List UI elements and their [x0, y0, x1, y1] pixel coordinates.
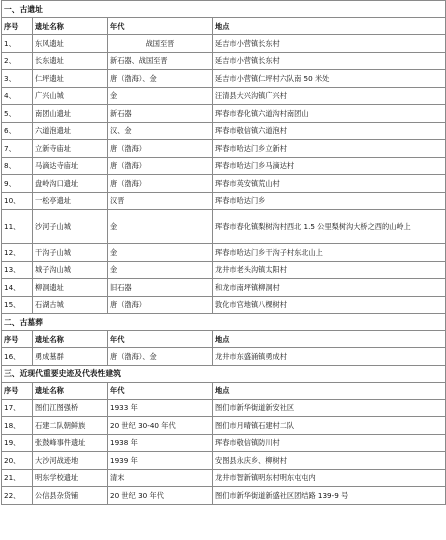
location-header: 地点	[213, 18, 446, 35]
section-heading-row	[2, 1, 446, 18]
era-header: 年代	[108, 382, 213, 399]
site-name-cell: 石湖古城	[33, 296, 108, 314]
era-cell: 金	[108, 210, 213, 244]
seq-cell: 5、	[2, 105, 33, 123]
site-name-cell: 盘岭沟口遗址	[33, 175, 108, 193]
location-cell: 图们市新华街道新安社区	[213, 399, 446, 417]
site-name-cell: 干沟子山城	[33, 244, 108, 262]
era-cell: 唐（渤海）	[108, 296, 213, 314]
location-cell: 汪清县大兴沟镇广兴村	[213, 87, 446, 105]
site-name-cell: 南团山遗址	[33, 105, 108, 123]
era-cell: 金	[108, 87, 213, 105]
site-name-cell: 长东遗址	[33, 52, 108, 70]
era-cell: 金	[108, 261, 213, 279]
location-header: 地点	[213, 382, 446, 399]
location-cell: 延吉市小营镇仁坪村六队南 50 米处	[213, 70, 446, 88]
site-name-cell: 大沙河战迹地	[33, 452, 108, 470]
location-cell: 珲春市哈达门乡立新村	[213, 140, 446, 158]
location-cell: 珲春市敬信镇防川村	[213, 434, 446, 452]
seq-cell: 6、	[2, 122, 33, 140]
site-name-cell: 图们江图强桥	[33, 399, 108, 417]
seq-cell: 14、	[2, 279, 33, 297]
table-row	[2, 140, 446, 158]
site-name-cell: 一松亭遗址	[33, 192, 108, 210]
site-name-cell: 石建二队朝鲜族	[33, 417, 108, 435]
seq-cell: 13、	[2, 261, 33, 279]
table-row	[2, 70, 446, 88]
table-row	[2, 52, 446, 70]
site-name-cell: 仁坪遗址	[33, 70, 108, 88]
seq-cell: 1、	[2, 35, 33, 53]
era-cell: 唐（渤海）	[108, 157, 213, 175]
heritage-table	[1, 0, 446, 505]
seq-header: 序号	[2, 382, 33, 399]
seq-cell: 21、	[2, 469, 33, 487]
era-cell: 1933 年	[108, 399, 213, 417]
era-cell: 20 世纪 30 年代	[108, 487, 213, 505]
era-cell: 唐（渤海）	[108, 175, 213, 193]
site-name-cell: 广兴山城	[33, 87, 108, 105]
seq-cell: 15、	[2, 296, 33, 314]
site-name-cell: 公信县杂货铺	[33, 487, 108, 505]
location-cell: 珲春市哈达门乡干沟子村东北山上	[213, 244, 446, 262]
table-row	[2, 210, 446, 244]
table-row	[2, 399, 446, 417]
era-cell: 新石器	[108, 105, 213, 123]
site-name-cell: 沙河子山城	[33, 210, 108, 244]
table-header-row	[2, 382, 446, 399]
era-cell: 1939 年	[108, 452, 213, 470]
location-cell: 珲春市哈达门乡马滴达村	[213, 157, 446, 175]
section-heading-row	[2, 365, 446, 382]
table-row	[2, 244, 446, 262]
table-row	[2, 35, 446, 53]
seq-cell: 12、	[2, 244, 33, 262]
era-cell: 旧石器	[108, 279, 213, 297]
seq-cell: 19、	[2, 434, 33, 452]
location-header: 地点	[213, 331, 446, 348]
section-title: 二、古墓葬	[2, 314, 446, 331]
site-name-cell: 马滴达寺庙址	[33, 157, 108, 175]
table-row	[2, 157, 446, 175]
location-cell: 珲春市敬信镇六道泡村	[213, 122, 446, 140]
site-name-cell: 张鼓峰事件遗址	[33, 434, 108, 452]
seq-header: 序号	[2, 331, 33, 348]
seq-header: 序号	[2, 18, 33, 35]
location-cell: 延吉市小营镇长东村	[213, 52, 446, 70]
table-row	[2, 452, 446, 470]
era-cell: 新石器、战国至晋	[108, 52, 213, 70]
location-cell: 龙井市东盛涌镇勇成村	[213, 348, 446, 366]
name-header: 遗址名称	[33, 382, 108, 399]
seq-cell: 20、	[2, 452, 33, 470]
table-row	[2, 192, 446, 210]
era-cell: 战国至晋	[108, 35, 213, 53]
table-row	[2, 469, 446, 487]
seq-cell: 3、	[2, 70, 33, 88]
seq-cell: 2、	[2, 52, 33, 70]
name-header: 遗址名称	[33, 331, 108, 348]
era-cell: 汉晋	[108, 192, 213, 210]
table-row	[2, 175, 446, 193]
seq-cell: 17、	[2, 399, 33, 417]
location-cell: 珲春市英安镇荒山村	[213, 175, 446, 193]
seq-cell: 8、	[2, 157, 33, 175]
table-row	[2, 279, 446, 297]
site-name-cell: 东风遗址	[33, 35, 108, 53]
table-row	[2, 296, 446, 314]
seq-cell: 18、	[2, 417, 33, 435]
location-cell: 延吉市小营镇长东村	[213, 35, 446, 53]
location-cell: 图们市新华街道新盛社区团结路 139-9 号	[213, 487, 446, 505]
table-header-row	[2, 331, 446, 348]
era-cell: 唐（渤海）、金	[108, 70, 213, 88]
location-cell: 龙井市老头沟镇太阳村	[213, 261, 446, 279]
site-name-cell: 勇成墓群	[33, 348, 108, 366]
seq-cell: 16、	[2, 348, 33, 366]
table-row	[2, 87, 446, 105]
era-cell: 唐（渤海）、金	[108, 348, 213, 366]
table-row	[2, 261, 446, 279]
seq-cell: 10、	[2, 192, 33, 210]
location-cell: 珲春市春化镇六道沟村南团山	[213, 105, 446, 123]
section-title: 一、古遗址	[2, 1, 446, 18]
era-cell: 唐（渤海）	[108, 140, 213, 158]
seq-cell: 4、	[2, 87, 33, 105]
section-title: 三、近现代重要史迹及代表性建筑	[2, 365, 446, 382]
location-cell: 安图县永庆乡、柳树村	[213, 452, 446, 470]
era-header: 年代	[108, 331, 213, 348]
section-heading-row	[2, 314, 446, 331]
location-cell: 龙井市智新镇明东村明东屯屯内	[213, 469, 446, 487]
seq-cell: 9、	[2, 175, 33, 193]
location-cell: 和龙市南坪镇柳洞村	[213, 279, 446, 297]
table-row	[2, 348, 446, 366]
table-row	[2, 417, 446, 435]
era-cell: 1938 年	[108, 434, 213, 452]
location-cell: 珲春市哈达门乡	[213, 192, 446, 210]
site-name-cell: 柳洞遗址	[33, 279, 108, 297]
table-header-row	[2, 18, 446, 35]
table-row	[2, 105, 446, 123]
seq-cell: 22、	[2, 487, 33, 505]
location-cell: 图们市月晴镇石建村二队	[213, 417, 446, 435]
era-cell: 20 世纪 30-40 年代	[108, 417, 213, 435]
location-cell: 珲春市春化镇梨树沟村西北 1.5 公里梨树沟大桥之西的山岭上	[213, 210, 446, 244]
seq-cell: 11、	[2, 210, 33, 244]
site-name-cell: 明东学校遗址	[33, 469, 108, 487]
era-cell: 汉、金	[108, 122, 213, 140]
table-row	[2, 122, 446, 140]
table-row	[2, 434, 446, 452]
seq-cell: 7、	[2, 140, 33, 158]
location-cell: 敦化市官地镇八棵树村	[213, 296, 446, 314]
era-cell: 金	[108, 244, 213, 262]
site-name-cell: 立新寺庙址	[33, 140, 108, 158]
site-name-cell: 城子沟山城	[33, 261, 108, 279]
name-header: 遗址名称	[33, 18, 108, 35]
era-cell: 清末	[108, 469, 213, 487]
table-row	[2, 487, 446, 505]
era-header: 年代	[108, 18, 213, 35]
site-name-cell: 六道泡遗址	[33, 122, 108, 140]
